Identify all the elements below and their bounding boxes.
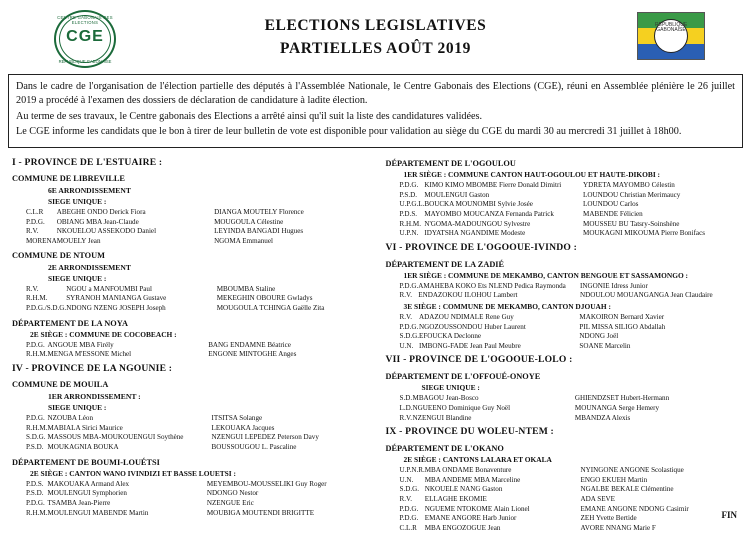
title-line-1: ELECTIONS LEGISLATIVES (264, 17, 487, 34)
table-row (12, 285, 370, 295)
table-body (12, 208, 370, 247)
candidate-party: C.L.R (399, 523, 417, 532)
table-row (12, 304, 370, 314)
candidate-substitute: NZENGUE Eric (206, 498, 254, 507)
commune-mouila-heading: COMMUNE DE MOUILA (12, 379, 109, 389)
siege-haut-ogoulou: 1ER SIÈGE : COMMUNE CANTON HAUT-OGOULOU ET HAUTE-DIKOBI : (403, 170, 661, 180)
table-body (386, 466, 738, 533)
gabon-flag (637, 12, 705, 60)
candidate-titular: EMANE ANGORE Harb Junior (424, 514, 517, 523)
siege-unique-libreville: SIEGE UNIQUE : (48, 197, 107, 207)
candidate-party: R.H.M. (26, 294, 48, 303)
candidate-party: P.D.G. (26, 340, 45, 349)
candidate-party: P.D.G. (399, 514, 419, 523)
departement-zadie-heading: DÉPARTEMENT DE LA ZADIÉ (385, 259, 505, 269)
candidate-substitute: MOUGOULA Célestine (214, 217, 284, 226)
table-row (12, 499, 370, 509)
candidate-substitute: BOUSSOUGOU L. Pascaline (211, 442, 297, 451)
commune-libreville-heading: COMMUNE DE LIBREVILLE (12, 173, 125, 183)
candidate-titular: NZENGUI Blandine (412, 413, 472, 422)
logo-arc-top-text: CENTRE GABONAIS DES ELECTIONS (57, 15, 113, 25)
logo-arc-bottom-text: REPUBLIQUE GABONAISE (58, 59, 112, 64)
table-boumi-louetsi (12, 480, 370, 519)
candidate-substitute: ADA SEVE (580, 495, 616, 504)
table-row (12, 294, 370, 304)
siege-mekambo-djouah: 3E SIÈGE : COMMUNE DE MEKAMBO, CANTON DJOUAH : (403, 301, 611, 311)
table-row (386, 466, 738, 476)
candidate-titular: NKOUELE NANG Gaston (424, 485, 503, 494)
candidate-party: U.P.G.L. (399, 200, 425, 209)
candidate-titular: MENGA M'ESSONE Michel (47, 350, 132, 359)
candidate-titular: MABIALA Sirici Maurice (47, 423, 123, 432)
table-noya (12, 341, 370, 360)
candidate-party: P.D.G. (399, 281, 419, 290)
candidate-substitute: ENGO EKUEH Martin (580, 475, 648, 484)
departement-ogoulou-heading: DÉPARTEMENT DE L'OGOULOU (385, 158, 516, 168)
candidate-substitute: YDRETA MAYOMBO Célestin (583, 180, 675, 189)
table-row (386, 332, 738, 342)
candidate-substitute: DIANGA MOUTELY Florence (214, 207, 304, 216)
cge-logo (54, 10, 116, 68)
table-body (386, 282, 738, 301)
candidate-substitute: MEKEGHIN OBOURE Gwladys (216, 294, 313, 303)
candidate-party: R.V. (26, 284, 39, 293)
candidate-titular: MBAGOU Jean-Bosco (412, 394, 479, 403)
intro-paragraph-3: Le CGE informe les candidats que le bon à tirer de leur bulletin de vote est disponible pour validation au siège du CGE du mardi 30 au mercredi 31 juillet à 18h00. (16, 126, 682, 138)
table-ntoum (12, 285, 370, 314)
candidate-titular: ADAZOU NDIMALE Rene Guy (419, 312, 514, 321)
candidate-party: S.D.G. (399, 332, 420, 341)
candidate-substitute: ZEH Yvette Bertide (580, 514, 637, 523)
siege-wano-ivindizi: 2E SIÈGE : CANTON WANO IVINDIZI ET BASSE LOUETSI : (30, 468, 236, 478)
province-ngounie-heading: IV - PROVINCE DE LA NGOUNIE : (12, 362, 173, 374)
candidate-party: P.D.S. (26, 479, 44, 488)
candidate-substitute: LOUNDOU Carlos (583, 200, 639, 209)
table-row (12, 341, 370, 351)
siege-mekambo-bengoue: 1ER SIÈGE : COMMUNE DE MEKAMBO, CANTON BENGOUE ET SASSAMONGO : (403, 270, 688, 280)
candidate-substitute: MOUBIGA MOUTENDI BRIGITTE (206, 508, 315, 517)
arrondissement-1er-heading: 1ER ARRONDISSEMENT : (48, 391, 141, 401)
table-row (386, 485, 738, 495)
table-okano (386, 466, 738, 533)
candidate-titular: MOUKAGNIA BOUKA (47, 442, 119, 451)
table-row (386, 313, 738, 323)
candidate-substitute: ITSITSA Solange (211, 414, 263, 423)
candidate-titular: OBIANG MBA Jean-Claude (56, 217, 139, 226)
candidate-titular: NGUEME NTOKOME Alain Lionel (424, 504, 530, 513)
intro-paragraph-1: Dans le cadre de l'organisation de l'élection partielle des députés à l'Assemblée Nationale, le Centre Gabonais des Elections (CGE), réuni en Assemblée plénière le 26 juillet 2019 a procédé à l'examen des dossiers de déclaration de candidature à ladite élection. (16, 81, 735, 107)
candidate-party: P.D.S. (399, 209, 418, 218)
candidate-party: P.D.G. (399, 504, 419, 513)
table-row (386, 342, 738, 352)
candidate-titular: SYRANOH MANIANGA Gustave (66, 294, 167, 303)
candidate-titular: MBA ONDAME Bonaventure (424, 466, 512, 475)
departement-okano-heading: DÉPARTEMENT DE L'OKANO (385, 444, 504, 454)
candidate-party: R.V. (399, 413, 412, 422)
table-row (386, 220, 738, 230)
table-libreville-6e (12, 208, 370, 247)
candidate-substitute: MBANDZA Alexis (574, 413, 631, 422)
candidate-titular: NKOUELOU ASSEKODO Daniel (56, 227, 157, 236)
candidate-titular: NGOU a MANFOUMBI Paul (66, 284, 152, 293)
candidate-titular: ENDAZOKOU ILOHOU Lambert (418, 291, 518, 300)
candidate-substitute: NDONG Joël (579, 332, 619, 341)
candidate-substitute: LEKOUAKA Jacques (211, 423, 275, 432)
candidate-party: P.S.D. (399, 190, 418, 199)
candidate-titular: AMAHEBA KOKO Ets NLEND Pedica Raymonda (418, 281, 566, 290)
table-row (12, 227, 370, 237)
siege-cocobeach: 2E SIÈGE : COMMUNE DE COCOBEACH : (30, 329, 177, 339)
candidate-titular: IDYATSHA NGANDIME Modeste (424, 229, 526, 238)
candidate-titular: NGUEENO Dominique Guy Noël (412, 403, 511, 412)
candidate-substitute: ENGONE MINTOGHE Anges (208, 350, 297, 359)
province-ogooue-lolo-heading: VII - PROVINCE DE L'OGOOUE-LOLO : (385, 354, 573, 366)
candidate-substitute: NGALBE BEKALE Clémentine (580, 485, 674, 494)
candidate-party: R.V. (399, 495, 412, 504)
candidate-titular: ANGOUE MBA Firély (47, 340, 114, 349)
candidate-titular: BOUCKA MOUNOMBI Sylvie Josée (424, 200, 533, 209)
departement-boumi-louetsi-heading: DÉPARTEMENT DE BOUMI-LOUÉTSI (12, 457, 160, 467)
table-row (12, 509, 370, 519)
candidate-titular: KIMO KIMO MBOMBE Fierre Donald Dimitri (424, 180, 562, 189)
candidate-substitute: AVORE NNANG Marie F (580, 523, 656, 532)
candidate-titular: ABEGHE ONDO Derick Fiora (56, 207, 146, 216)
candidate-party: U.N. (399, 475, 414, 484)
logo-acronym: CGE (66, 28, 104, 45)
candidate-party: R.H.M. (399, 219, 421, 228)
table-row (12, 350, 370, 360)
coat-of-arms-icon: REPUBLIQUE GABONAISE (654, 19, 688, 53)
table-body (386, 313, 738, 352)
candidate-party: MORENA (26, 236, 57, 245)
arrondissement-6e-heading: 6E ARRONDISSEMENT (48, 185, 131, 195)
arrondissement-2e-heading: 2E ARRONDISSEMENT (48, 262, 131, 272)
candidate-titular: MBA ENGOZOGUE Jean (424, 523, 501, 532)
candidate-substitute: MBOUMBA Staline (216, 284, 276, 293)
candidate-party: R.H.M. (26, 508, 48, 517)
candidate-titular: MASSOUS MBA-MOUKOUENGUI Soythène (47, 433, 184, 442)
departement-offoue-onoye-heading: DÉPARTEMENT DE L'OFFOUÉ-ONOYE (385, 372, 541, 382)
table-row (386, 394, 738, 404)
table-body (12, 341, 370, 360)
candidate-party: R.H.M. (26, 350, 48, 359)
candidate-titular: TSAMBA Jean-Pierre (47, 498, 111, 507)
candidate-substitute: NYINGONE ANGONE Scolastique (580, 466, 684, 475)
table-offoue-onoye (386, 394, 738, 423)
candidate-party: P.D.G. (26, 498, 45, 507)
siege-unique-mouila: SIEGE UNIQUE : (48, 403, 107, 413)
table-row (12, 480, 370, 490)
table-row (386, 514, 738, 524)
commune-ntoum-heading: COMMUNE DE NTOUM (12, 250, 105, 260)
candidate-substitute: PIL MISSA SILIGO Abdallah (579, 322, 666, 331)
table-zadie-2 (386, 313, 738, 352)
table-zadie-1 (386, 282, 738, 301)
candidate-substitute: NGOMA Emmanuel (214, 236, 273, 245)
candidate-party: R.V. (26, 227, 39, 236)
table-row (386, 229, 738, 239)
candidate-titular: MOULENGUI Gaston (424, 190, 490, 199)
candidate-party: R.H.M. (26, 423, 48, 432)
candidate-titular: IMBONG-FADE Jean Paul Meubre (419, 341, 521, 350)
candidate-titular: NZOUBA Léon (47, 414, 93, 423)
candidate-substitute: NDONGO Nestor (206, 489, 259, 498)
table-row (12, 433, 370, 443)
departement-noya-heading: DÉPARTEMENT DE LA NOYA (12, 318, 128, 328)
table-body (12, 480, 370, 519)
table-row (386, 210, 738, 220)
province-woleu-ntem-heading: IX - PROVINCE DU WOLEU-NTEM : (385, 426, 554, 438)
province-ogooue-ivindo-heading: VI - PROVINCE DE L'OGOOUE-IVINDO : (385, 241, 577, 253)
candidate-substitute: SOANE Marcelin (579, 341, 631, 350)
right-column (376, 152, 744, 532)
candidate-titular: NDONG NZENG JOSEPH Joseph (66, 304, 166, 313)
table-row (386, 414, 738, 424)
table-row (386, 200, 738, 210)
table-row (386, 476, 738, 486)
candidate-party: P.D.G. (399, 322, 419, 331)
table-row (12, 208, 370, 218)
candidate-titular: MOULENGUI MABENDE Martin (47, 508, 149, 517)
table-mouila (12, 414, 370, 453)
candidate-substitute: MOUKAGNI MIKOUMA Pierre Bonifacs (583, 229, 705, 238)
table-row (12, 424, 370, 434)
candidate-titular: ELLAGHE EKOMIE (424, 495, 487, 504)
candidate-substitute: MEYEMBOU-MOUSSELIKI Guy Roger (206, 479, 327, 488)
table-row (386, 505, 738, 515)
candidate-substitute: LOUNDOU Christian Merimaucy (583, 190, 681, 199)
candidate-substitute: GHIENDZSET Hubert-Hermann (574, 394, 670, 403)
candidate-substitute: MOUGOULA TCHINGA Gaëlle Zita (216, 304, 325, 313)
candidate-titular: MOUELY Jean (56, 236, 101, 245)
candidate-party: P.S.D. (26, 442, 44, 451)
left-column (8, 152, 376, 524)
siege-unique-ntoum: SIEGE UNIQUE : (48, 273, 107, 283)
candidate-party: U.P.N. (399, 229, 419, 238)
candidate-titular: MAKOUAKA Armand Alex (47, 479, 130, 488)
document-end-marker: FIN (721, 510, 737, 520)
table-body (386, 181, 738, 239)
candidate-party: U.P.N.R. (399, 466, 425, 475)
candidate-titular: MAYOMBO MOUCANZA Fernanda Patrick (424, 209, 554, 218)
table-row (386, 524, 738, 534)
table-row (386, 282, 738, 292)
table-row (12, 237, 370, 247)
intro-paragraph-2: Au terme de ses travaux, le Centre gabonais des Elections a arrêté ainsi qu'il suit la liste des candidatures validées. (16, 110, 483, 122)
table-row (12, 443, 370, 453)
candidate-substitute: INGONIE Idress Junior (580, 281, 648, 290)
candidate-party: S.D.G. (399, 485, 420, 494)
candidate-party: S.D. (399, 394, 413, 403)
table-row (386, 323, 738, 333)
table-row (386, 495, 738, 505)
candidate-substitute: MAKOIRON Bernard Xavier (579, 312, 665, 321)
candidate-titular: EFOUCKA Declonne (419, 332, 482, 341)
table-body (12, 285, 370, 314)
siege-lalara-okala: 2E SIÈGE : CANTONS LALARA ET OKALA (403, 455, 552, 465)
table-body (386, 394, 738, 423)
candidate-substitute: LEYINDA BANGADI Hugues (214, 227, 304, 236)
table-row (386, 181, 738, 191)
candidate-party: R.V. (399, 291, 412, 300)
table-ogoulou (386, 181, 738, 239)
candidate-substitute: NZENGUI LEPEDEZ Peterson Davy (211, 433, 319, 442)
table-body (12, 414, 370, 453)
intro-box (8, 74, 743, 148)
candidate-titular: MBA ANDEME MBA Marceline (424, 475, 521, 484)
candidate-substitute: MABENDE Félicien (583, 209, 643, 218)
table-row (386, 291, 738, 301)
candidate-party: P.D.G. (26, 217, 45, 226)
candidate-substitute: MOUSSEU BU Tatsry-Soinshène (583, 219, 680, 228)
candidate-party: S.D.G. (26, 433, 46, 442)
candidate-lists (8, 152, 743, 532)
table-row (12, 414, 370, 424)
candidate-titular: N'GOMA-MADOUNGOU Sylvestre (424, 219, 531, 228)
candidate-party: U.N. (399, 341, 414, 350)
candidate-substitute: MOUNANGA Serge Hemery (574, 403, 660, 412)
table-row (386, 191, 738, 201)
candidate-substitute: NDOULOU MOUANGANGA Jean Claudaire (580, 291, 713, 300)
siege-unique-offoue: SIEGE UNIQUE : (421, 383, 480, 393)
candidate-party: R.V. (399, 312, 412, 321)
candidate-party: L.D. (399, 403, 413, 412)
candidate-party: P.D.G./S.D.G. (26, 304, 67, 313)
candidate-party: C.L.R (26, 207, 44, 216)
table-row (12, 489, 370, 499)
province-estuaire-heading: I - PROVINCE DE L'ESTUAIRE : (12, 156, 163, 168)
candidate-titular: MOULENGUI Symphorien (47, 489, 127, 498)
candidate-party: P.D.G. (399, 180, 419, 189)
document-header (8, 6, 743, 72)
title-line-2: PARTIELLES AOÛT 2019 (280, 40, 471, 58)
candidate-substitute: BANG ENDAMNE Béatrice (208, 340, 291, 349)
table-row (386, 404, 738, 414)
candidate-titular: NGOZOUSSONDOU Huber Laurent (419, 322, 526, 331)
candidate-substitute: EMANE ANGONE NDONG Casimir (580, 504, 689, 513)
page-title (8, 6, 743, 61)
table-row (12, 218, 370, 228)
candidate-party: P.D.G. (26, 414, 45, 423)
candidate-party: P.S.D. (26, 489, 44, 498)
